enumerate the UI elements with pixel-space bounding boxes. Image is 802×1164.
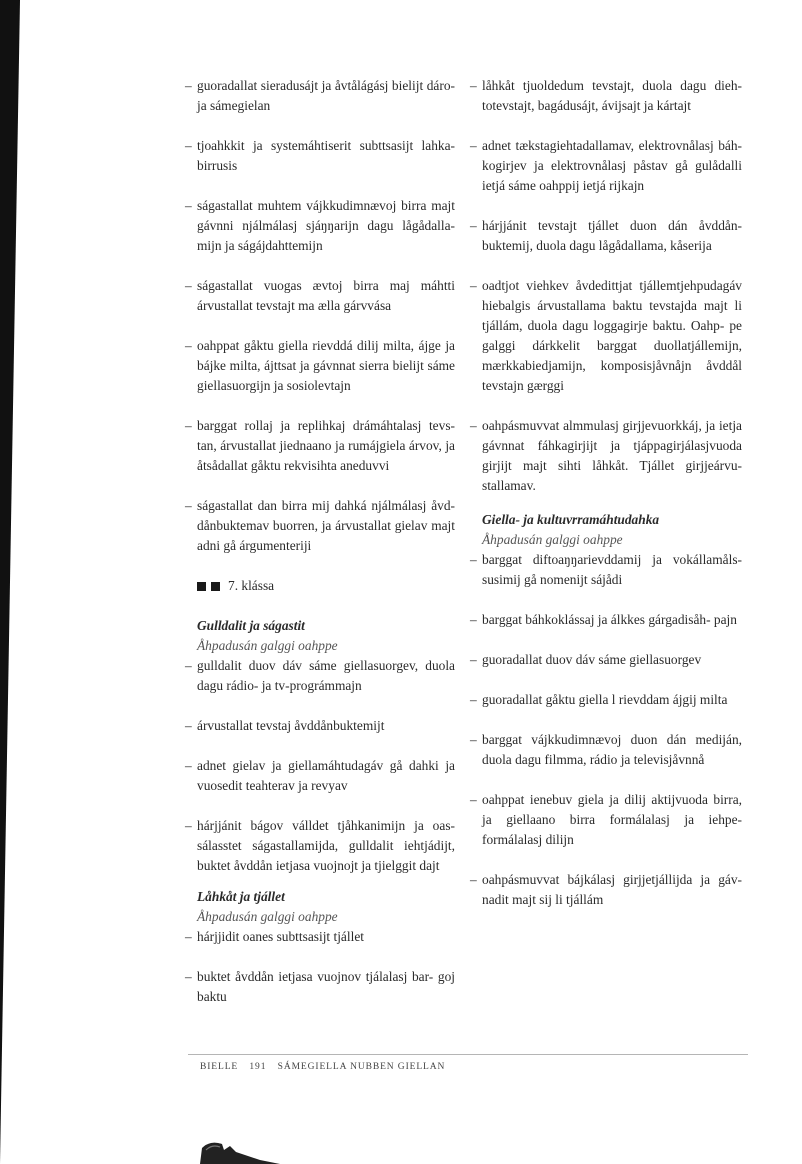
list-item: – adnet tækstagiehtadallamav, elektrovnålasj báh- kogirjev ja elektrovnålasj påstav gå gulådalli ietjá sáme oahppij ietjá rijkajn [470, 138, 742, 193]
scan-artifact-mark [200, 1138, 280, 1164]
bullet-square-icon [211, 582, 220, 591]
section-subtitle: Åhpadusán galggi oahppe [197, 909, 338, 924]
list-item: – buktet åvddån ietjasa vuojnov tjálalasj bar- goj baktu [185, 969, 455, 1004]
bullet-square-icon [197, 582, 206, 591]
section-title: Gulldalit ja ságastit [197, 618, 305, 633]
right-column [470, 76, 742, 930]
footer-rule [188, 1054, 748, 1055]
class-heading: 7. klássa [197, 576, 455, 596]
list-item: – oadtjot viehkev åvdedittjat tjállemtjehpudagáv hiebalgis árvustallama baktu tevstajda majt li tjállám, duola dagu loggagirje baktu. Oahp- pe galggi dárkkelit barggat duollatjállemijn, mærkkabiedjamijn, komposisjåvnåjn åvddål tevstajn gærggi [470, 278, 742, 393]
list-item: – oahpásmuvvat almmulasj girjjevuorkkáj, ja ietja gávnnat fáhkagirjijt ja tjáppagirjálasjvuoda girjijt majt sihti låhkåt. Tjállet girjjeárvu- stallamav. [470, 418, 742, 493]
list-item: – ságastallat muhtem vájkkudimnævoj birra majt gávnni njálmálasj sjáŋŋarijn dagu lågådalla- mijn ja ságájdahttemijn [185, 198, 455, 253]
list-item: – hárjjidit oanes subttsasijt tjállet [185, 929, 364, 944]
page-footer [200, 1062, 453, 1072]
list-item: – gulldalit duov dáv sáme giellasuorgev, duola dagu rádio- ja tv-prográmmajn [185, 658, 455, 693]
page-number: 191 [249, 1062, 267, 1072]
list-item: – låhkåt tjuoldedum tevstajt, duola dagu dieh- totevstajt, bagádusájt, ávijsajt ja kártajt [470, 78, 742, 113]
list-item: – ságastallat dan birra mij dahká njálmálasj åvd- dånbuktemav buorren, ja árvustallat gielav majt adni gå árgumenteriji [185, 498, 455, 553]
list-item: – guoradallat duov dáv sáme giellasuorgev [470, 652, 702, 667]
list-item: – tjoahkkit ja systemáhtiserit subttsasijt lahka- birrusis [185, 138, 455, 173]
list-item: – hárjjánit tevstajt tjállet duon dán åvddån- buktemij, duola dagu lågådallama, kåserija [470, 218, 742, 253]
section-title: Giella- ja kultuvrramáhtudahka [482, 512, 660, 527]
list-item: – oahppat gåktu giella rievddá dilij milta, ájge ja bájke milta, ájttsat ja gávnnat sierra bielijt sáme giellasuorgijn ja sosiolevtajn [185, 338, 455, 393]
list-item: – hárjjánit bágov válldet tjåhkanimijn ja oas- sálasstet ságastallamijda, gulldalit iehtjádijt, buktet åvddån ietjasa vuojnojt ja tjielggit dajt [185, 818, 455, 873]
list-item: – barggat báhkoklássaj ja álkkes gárgadisåh- pajn [470, 612, 737, 627]
footer-section: BIELLE [200, 1062, 239, 1072]
list-item: – adnet gielav ja giellamáhtudagáv gå dahki ja vuosedit teahterav ja revyav [185, 758, 455, 793]
scan-edge-shadow [0, 0, 20, 1164]
section-subtitle: Åhpadusán galggi oahppe [482, 532, 623, 547]
list-item: – oahppat ienebuv giela ja dilij aktijvuoda birra, ja giellaano birra formálalasj ja iehpe- formálalasj dilijn [470, 792, 742, 847]
list-item: – guoradallat gåktu giella l rievddam ájgij milta [470, 692, 728, 707]
list-item: – guoradallat sieradusájt ja åvtålágásj bielijt dáro- ja sámegielan [185, 78, 455, 113]
list-item: – barggat diftoaŋŋarievddamij ja vokállamåls- susimij gå nomenijt sájådi [470, 552, 742, 587]
left-column [185, 76, 455, 1027]
list-item: – barggat vájkkudimnævoj duon dán mediján, duola dagu filmma, rádio ja televisjåvnnå [470, 732, 742, 767]
list-item: – árvustallat tevstaj åvddånbuktemijt [185, 718, 385, 733]
list-item: – oahpásmuvvat bájkálasj girjjetjállijda ja gáv- nadit majt sij li tjállám [470, 872, 742, 907]
section-title: Låhkåt ja tjállet [197, 889, 285, 904]
footer-title: SÁMEGIELLA NUBBEN GIELLAN [277, 1062, 446, 1072]
list-item: – ságastallat vuogas ævtoj birra maj máhtti árvustallat tevstajt ma ælla gárvvása [185, 278, 455, 313]
section-subtitle: Åhpadusán galggi oahppe [197, 638, 338, 653]
list-item: – barggat rollaj ja replihkaj drámáhtalasj tevs- tan, árvustallat jiednaano ja rumájgiela árvov, ja åtsådallat gåktu rekvisihta aneduvvi [185, 418, 455, 473]
